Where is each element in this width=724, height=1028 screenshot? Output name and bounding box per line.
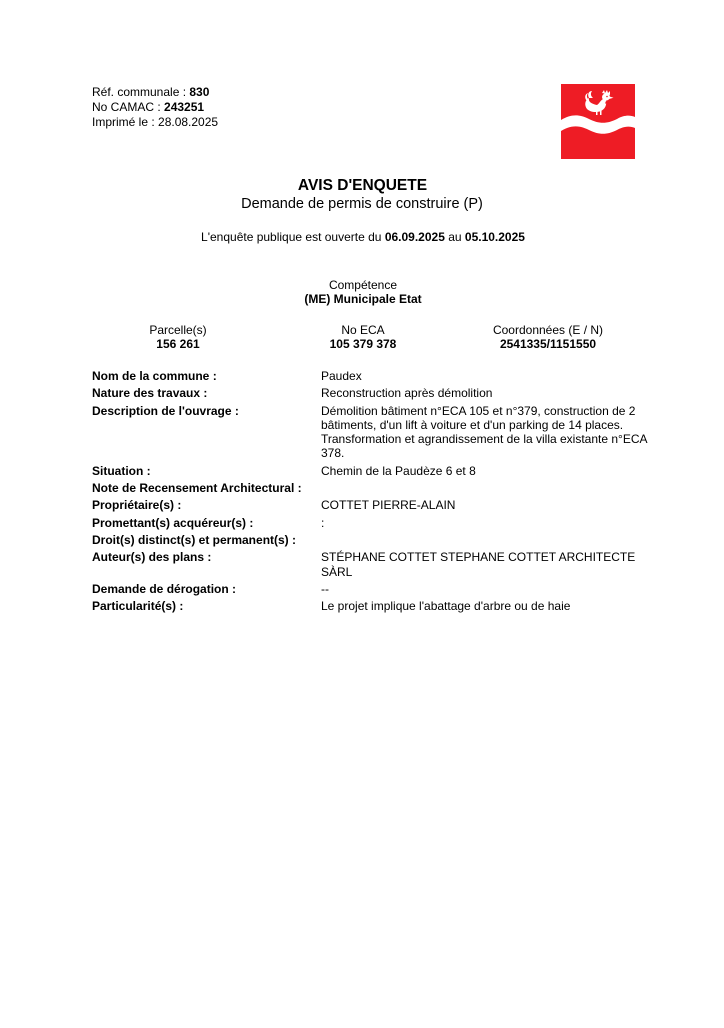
detail-value: COTTET PIERRE-ALAIN <box>321 498 456 513</box>
parcelle-block <box>118 323 238 351</box>
detail-value <box>321 533 652 547</box>
parcelle-value: 156 261 <box>156 337 200 351</box>
coordinates-value: 2541335/1151550 <box>499 337 597 351</box>
ref-communale <box>92 85 218 100</box>
detail-row-commune <box>92 369 652 383</box>
rooster-coat-of-arms-icon <box>561 84 635 159</box>
eca-label: No ECA <box>341 323 385 337</box>
detail-row-auteur <box>92 550 652 579</box>
details-list <box>92 369 652 616</box>
coordinates-label: Coordonnées (E / N) <box>492 323 604 337</box>
detail-value: Le projet implique l'abattage d'arbre ou de haie <box>321 599 571 614</box>
detail-row-droit <box>92 533 652 547</box>
detail-row-recensement <box>92 481 652 495</box>
no-camac <box>92 100 218 115</box>
detail-label: Auteur(s) des plans : <box>92 550 212 565</box>
detail-row-particularite <box>92 599 652 613</box>
reference-block <box>92 85 218 130</box>
detail-label: Nature des travaux : <box>92 386 208 401</box>
detail-label: Droit(s) distinct(s) et permanent(s) : <box>92 532 297 547</box>
competence-block <box>0 278 724 306</box>
no-camac-label: No CAMAC : <box>92 100 165 114</box>
detail-value: STÉPHANE COTTET STEPHANE COTTET ARCHITECTE SÀRL <box>321 550 636 579</box>
no-camac-value: 243251 <box>164 100 205 114</box>
enquete-end-date: 05.10.2025 <box>464 230 525 244</box>
printed-date-value: 28.08.2025 <box>158 115 219 129</box>
detail-label: Nom de la commune : <box>92 369 217 383</box>
detail-row-proprietaire <box>92 498 652 512</box>
detail-value: Reconstruction après démolition <box>321 386 493 401</box>
detail-value: -- <box>321 581 329 596</box>
detail-value: Démolition bâtiment n°ECA 105 et n°379, construction de 2 bâtiments, d'un lift à voiture et d'un parking de 14 places. Transformation et agrandissement de la villa existante n°ECA 378. <box>321 403 647 461</box>
detail-label: Promettant(s) acquéreur(s) : <box>92 515 254 530</box>
detail-row-situation <box>92 464 652 478</box>
eca-value: 105 379 378 <box>329 337 397 351</box>
detail-label: Situation : <box>92 463 151 478</box>
detail-row-description <box>92 404 652 461</box>
eca-block <box>303 323 423 351</box>
detail-label: Description de l'ouvrage : <box>92 403 239 418</box>
enquete-middle: au <box>444 230 465 244</box>
parcelle-label: Parcelle(s) <box>149 323 207 337</box>
competence-value: (ME) Municipale Etat <box>304 292 422 306</box>
detail-label: Demande de dérogation : <box>92 581 237 596</box>
notice-title-block <box>0 176 724 213</box>
detail-value <box>321 481 652 495</box>
enquete-start-date: 06.09.2025 <box>384 230 445 244</box>
ref-communale-value: 830 <box>189 85 210 99</box>
ref-communale-label: Réf. communale : <box>92 85 190 99</box>
detail-row-promettant <box>92 516 652 530</box>
detail-row-nature <box>92 386 652 400</box>
enquete-prefix: L'enquête publique est ouverte du <box>201 230 385 244</box>
detail-value: : <box>321 515 325 530</box>
notice-subtitle: Demande de permis de construire (P) <box>241 196 483 212</box>
notice-title: AVIS D'ENQUETE <box>297 177 428 194</box>
competence-label: Compétence <box>328 278 398 292</box>
detail-label: Propriétaire(s) : <box>92 498 182 513</box>
coordinates-block <box>468 323 628 351</box>
detail-value: Chemin de la Paudèze 6 et 8 <box>321 463 476 478</box>
detail-label: Note de Recensement Architectural : <box>92 481 302 496</box>
printed-date <box>92 115 218 130</box>
printed-date-label: Imprimé le : <box>92 115 159 129</box>
detail-value: Paudex <box>321 369 362 383</box>
detail-label: Particularité(s) : <box>92 599 184 614</box>
detail-row-derogation <box>92 582 652 596</box>
enquete-period <box>0 230 724 245</box>
